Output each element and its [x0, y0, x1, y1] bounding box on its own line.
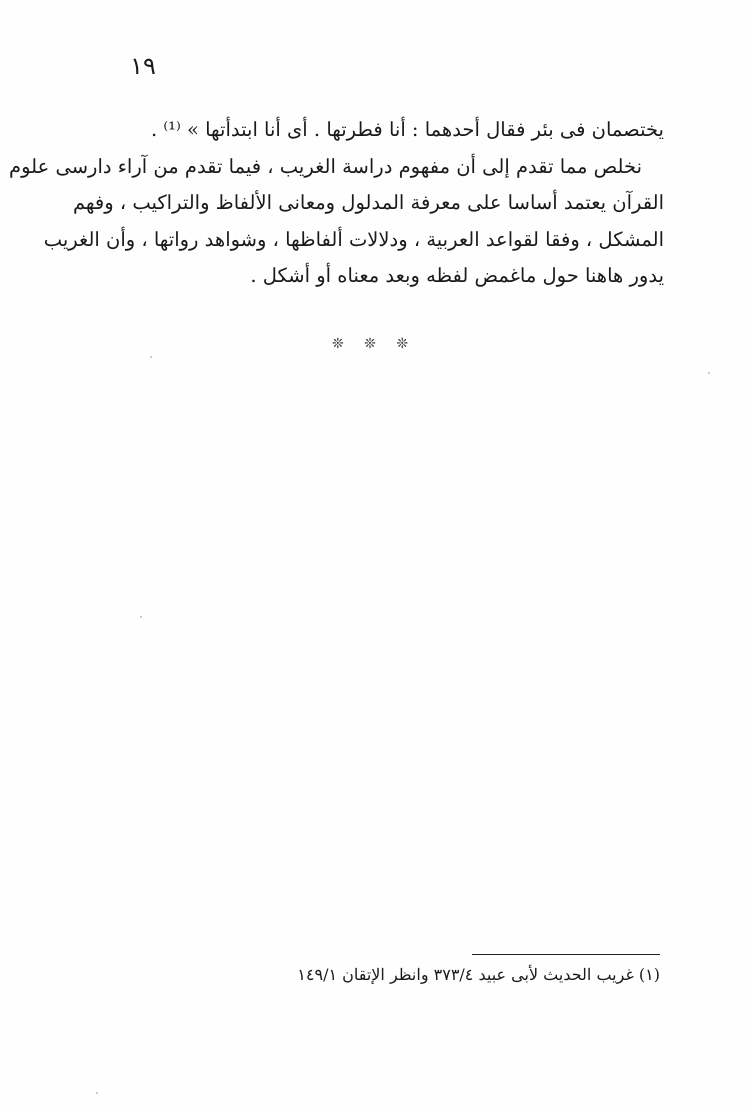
footnote: (١) غريب الحديث لأبى عبيد ٣٧٣/٤ وانظر الإتقان ١٤٩/١ [297, 965, 660, 984]
text-line-2: نخلص مما تقدم إلى أن مفهوم دراسة الغريب ، فيما تقدم من آراء دارسى علوم [9, 154, 642, 178]
text-line-4: المشكل ، وفقا لقواعد العربية ، ودلالات ألفاظها ، وشواهد رواتها ، وأن الغريب [43, 227, 664, 251]
text-line-5: يدور هاهنا حول ماغمض لفظه وبعد معناه أو أشكل . [250, 264, 664, 287]
scan-speck [708, 372, 710, 374]
scan-speck [140, 616, 142, 618]
section-divider-ornament: ❊ ❊ ❊ [331, 336, 417, 352]
text-line-1: يختصمان فى بئر فقال أحدهما : أنا فطرتها . أى أنا ابتدأتها » ⁽¹⁾ . [150, 118, 664, 141]
main-paragraph [9, 112, 664, 295]
scan-speck [150, 356, 152, 358]
page-number: ١٩ [130, 52, 156, 80]
footnote-separator-rule [472, 954, 660, 955]
text-line-3: القرآن يعتمد أساسا على معرفة المدلول ومعانى الألفاظ والتراكيب ، وفهم [72, 191, 664, 214]
scan-speck [96, 1092, 98, 1094]
